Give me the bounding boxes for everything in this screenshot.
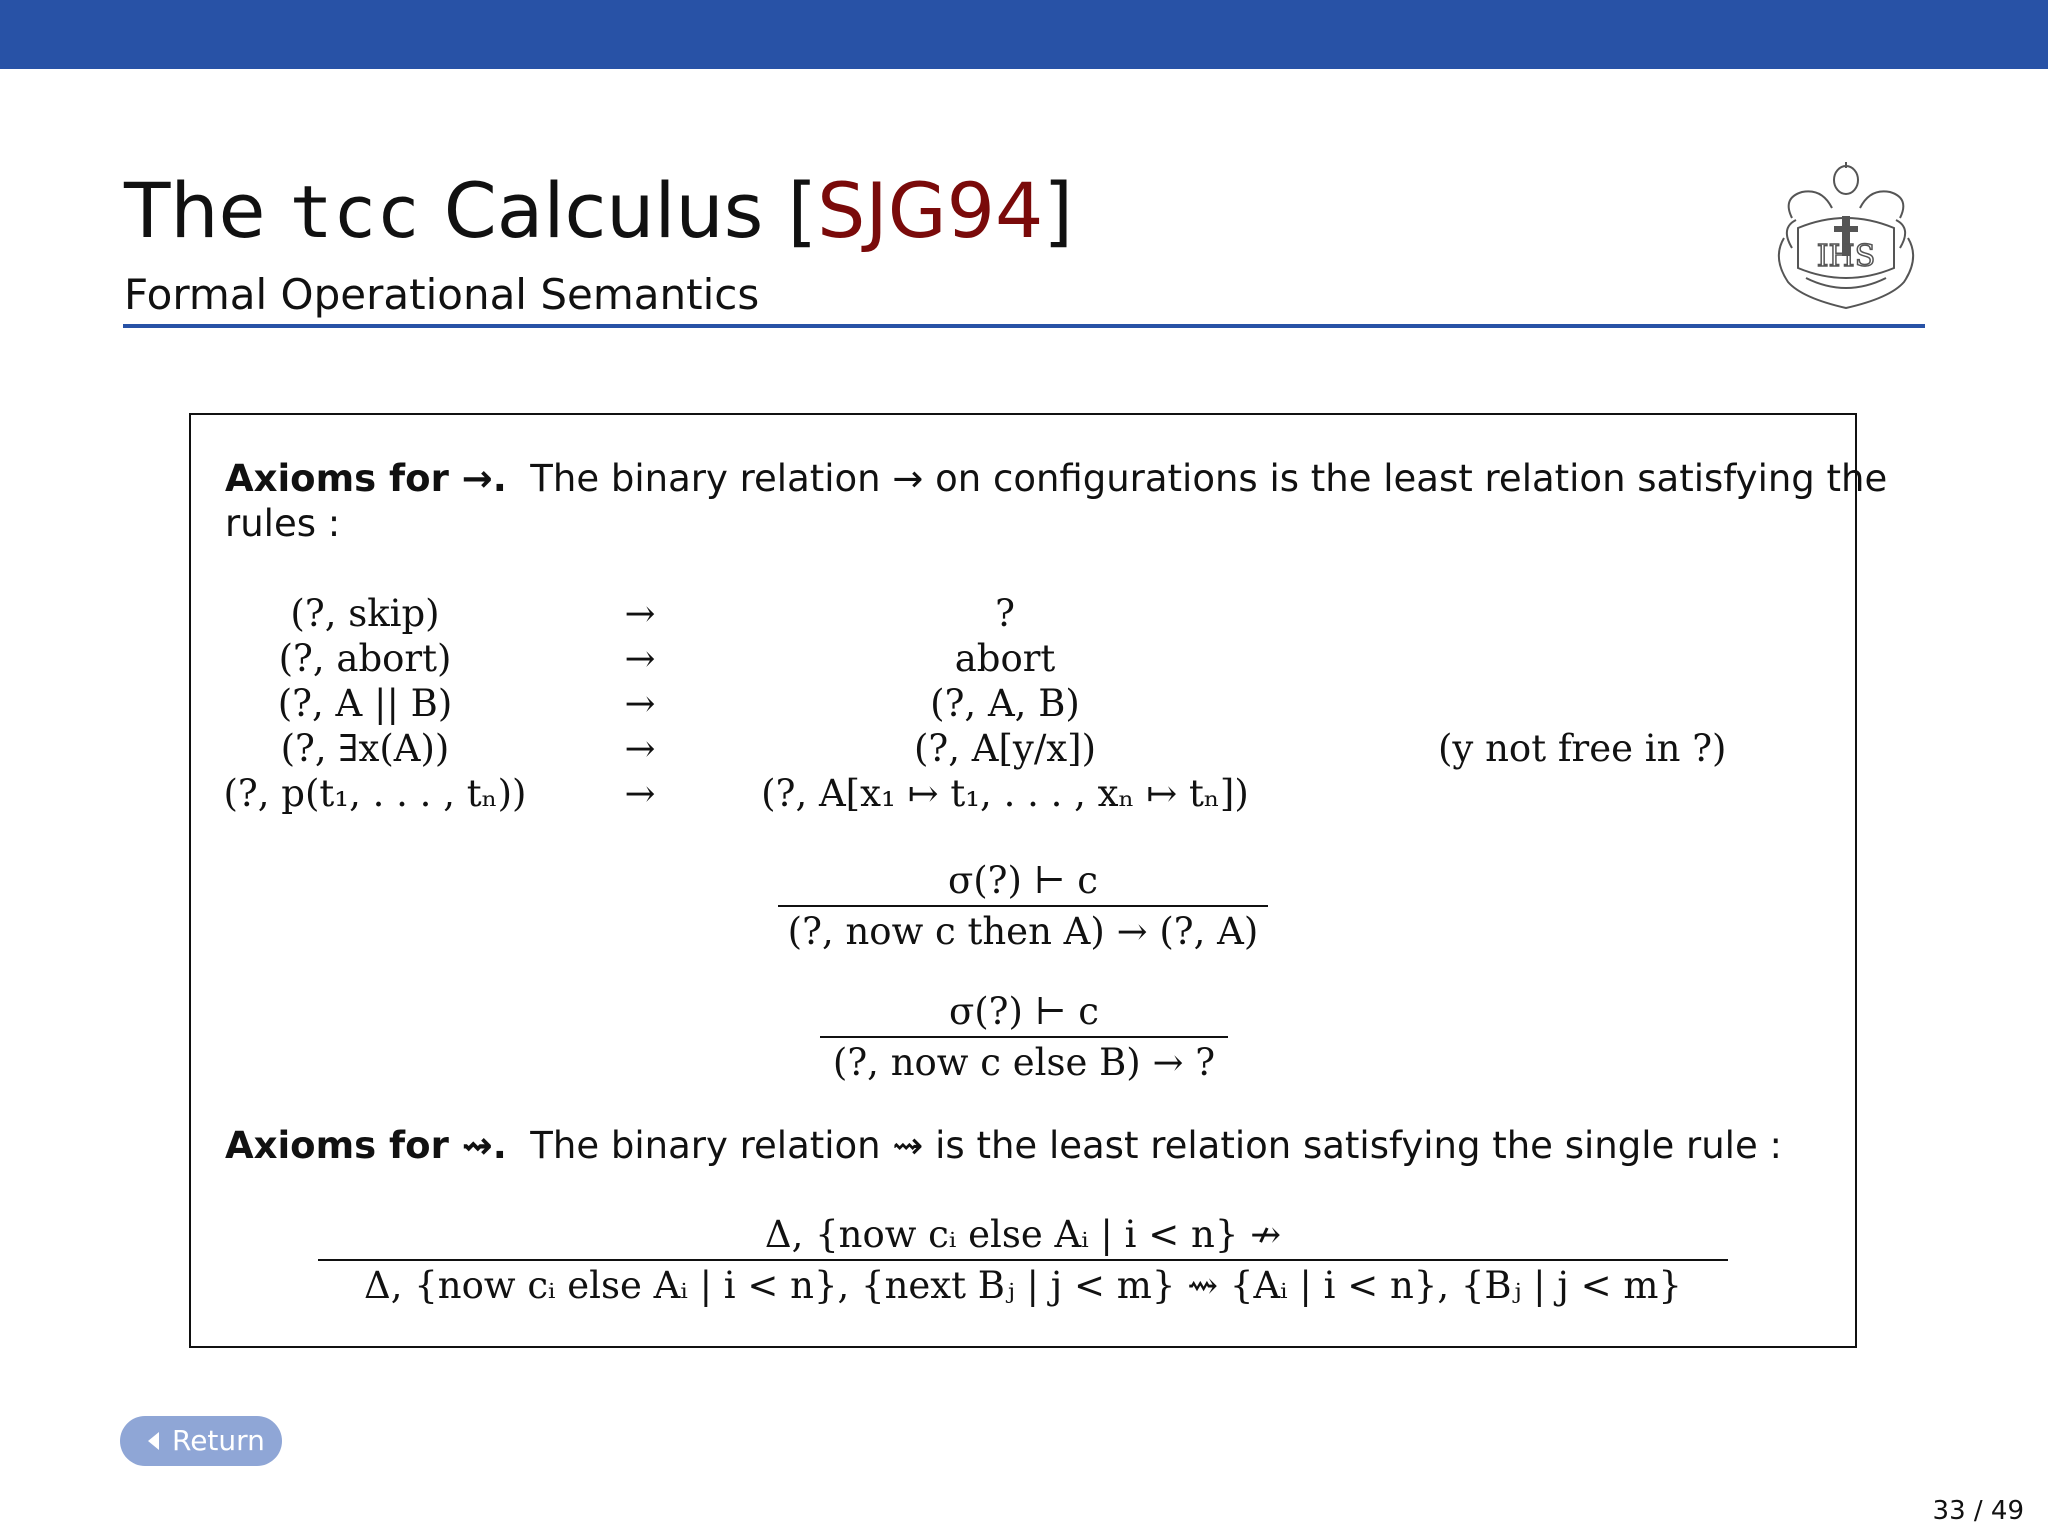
axioms-arrow-text: The binary relation → on configurations is the least relation satisfying the xyxy=(530,457,1888,500)
axioms-arrow-heading: Axioms for →. xyxy=(225,457,507,500)
inference-conclusion: (?, now c then A) → (?, A) xyxy=(787,910,1259,953)
cite-open: [ xyxy=(787,166,818,255)
inference-conclusion: Δ, {now cᵢ else Aᵢ | i < n}, {next Bⱼ | j < m} ⇝ {Aᵢ | i < n}, {Bⱼ | j < m} xyxy=(364,1264,1682,1307)
axioms-leadsto-heading: Axioms for ⇝. xyxy=(225,1124,507,1167)
rule-right: abort xyxy=(954,637,1056,680)
rule-left: (?, A || B) xyxy=(277,682,453,725)
return-label: Return xyxy=(172,1424,265,1457)
axioms-leadsto-text: The binary relation ⇝ is the least relation satisfying the single rule : xyxy=(530,1124,1782,1167)
rule-right: (?, A, B) xyxy=(930,682,1080,725)
title-underline xyxy=(123,324,1925,328)
inference-bar xyxy=(778,905,1268,907)
title-suffix: Calculus xyxy=(419,166,788,255)
inference-conclusion: (?, now c else B) → ? xyxy=(832,1041,1216,1084)
inference-bar xyxy=(318,1259,1728,1261)
slide-subtitle: Formal Operational Semantics xyxy=(124,270,760,319)
cite-close: ] xyxy=(1043,166,1074,255)
rule-right: ? xyxy=(995,592,1015,635)
axioms-arrow-paragraph xyxy=(225,456,1887,501)
rule-arrow: → xyxy=(624,682,656,725)
title-code: tcc xyxy=(289,170,420,254)
inference-now-else xyxy=(820,989,1228,1085)
slide-title xyxy=(124,166,1073,257)
return-button[interactable] xyxy=(120,1416,282,1466)
rule-arrow: → xyxy=(624,772,656,815)
rule-left: (?, skip) xyxy=(290,592,440,635)
top-bar xyxy=(0,0,2048,69)
svg-text:IHS: IHS xyxy=(1816,239,1876,274)
axioms-arrow-paragraph-cont: rules : xyxy=(225,502,341,545)
rule-side-condition: (y not free in ?) xyxy=(1438,727,1727,770)
rule-left: (?, abort) xyxy=(278,637,452,680)
citation-link[interactable]: SJG94 xyxy=(817,166,1044,255)
university-crest-icon xyxy=(1762,158,1930,316)
inference-premise: Δ, {now cᵢ else Aᵢ | i < n} ↛ xyxy=(764,1213,1282,1256)
rule-left: (?, ∃x(A)) xyxy=(280,727,450,770)
inference-leadsto xyxy=(318,1212,1728,1308)
inference-premise: σ(?) ⊢ c xyxy=(947,859,1099,902)
rule-arrow: → xyxy=(624,592,656,635)
inference-now-then xyxy=(778,858,1268,954)
inference-premise: σ(?) ⊢ c xyxy=(948,990,1100,1033)
rule-left: (?, p(t₁, . . . , tₙ)) xyxy=(223,772,527,815)
rule-right: (?, A[y/x]) xyxy=(913,727,1097,770)
axioms-leadsto-paragraph xyxy=(225,1123,1782,1168)
rule-arrow: → xyxy=(624,727,656,770)
title-prefix: The xyxy=(124,166,290,255)
page-number: 33 / 49 xyxy=(1932,1496,2024,1526)
back-arrow-icon xyxy=(148,1432,159,1450)
inference-bar xyxy=(820,1036,1228,1038)
rule-arrow: → xyxy=(624,637,656,680)
rule-right: (?, A[x₁ ↦ t₁, . . . , xₙ ↦ tₙ]) xyxy=(761,772,1249,815)
